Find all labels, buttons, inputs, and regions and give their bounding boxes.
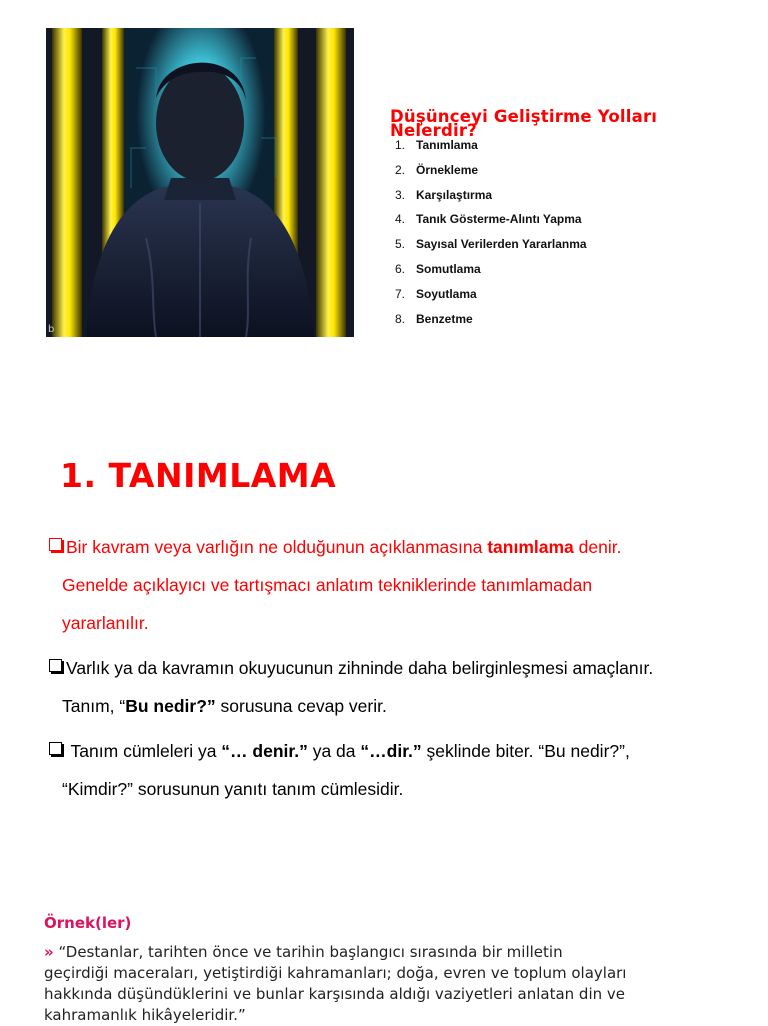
slide-title-line2: Nelerdir?	[390, 121, 477, 140]
list-item: 8. Benzetme	[395, 311, 473, 326]
example-label: Örnek(ler)	[44, 914, 132, 932]
list-item: 2. Örnekleme	[395, 162, 479, 177]
image-corner-mark: b	[48, 324, 55, 335]
slide-title-line1: Düşünceyi Geliştirme Yolları	[390, 107, 658, 126]
double-chevron-icon: »	[44, 943, 54, 961]
methods-list	[395, 136, 587, 334]
bullet-purpose: Varlık ya da kavramın okuyucunun zihninde daha belirginleşmesi amaçlanır. Tanım, “Bu nedir?” sorusuna cevap verir.	[46, 649, 736, 725]
list-item: 5. Sayısal Verilerden Yararlanma	[395, 237, 587, 252]
list-item: 7. Soyutlama	[395, 286, 477, 301]
bullet-sentence-form: Tanım cümleleri ya “… denir.” ya da “…dir.” şeklinde biter. “Bu nedir?”, “Kimdir?” sorusunun yanıtı tanım cümlesidir.	[46, 732, 736, 808]
section-heading: 1. TANIMLAMA	[60, 456, 337, 495]
list-item: 3. Karşılaştırma	[395, 187, 493, 202]
square-bullet-icon	[49, 538, 62, 551]
list-item: 6. Somutlama	[395, 261, 481, 276]
hero-illustration	[46, 28, 354, 337]
list-item: 1. Tanımlama	[395, 138, 478, 152]
square-bullet-icon	[49, 742, 62, 755]
square-bullet-icon	[49, 659, 62, 672]
bullet-definition: Bir kavram veya varlığın ne olduğunun açıklanmasına tanımlama denir. Genelde açıklayıcı ve tartışmacı anlatım tekniklerinde tanımlamadan yararlanılır.	[46, 528, 736, 642]
example-quote: » “Destanlar, tarihten önce ve tarihin başlangıcı sırasında bir milletin geçirdiği maceraları, yetiştirdiği kahramanları; doğa, evren ve toplum olayları hakkında düşündüklerini ve bunlar karşısında aldığı vaziyetleri anlatan din ve kahramanlık hikâyeleridir.”	[44, 943, 627, 1024]
list-item: 4. Tanık Gösterme-Alıntı Yapma	[395, 212, 582, 227]
